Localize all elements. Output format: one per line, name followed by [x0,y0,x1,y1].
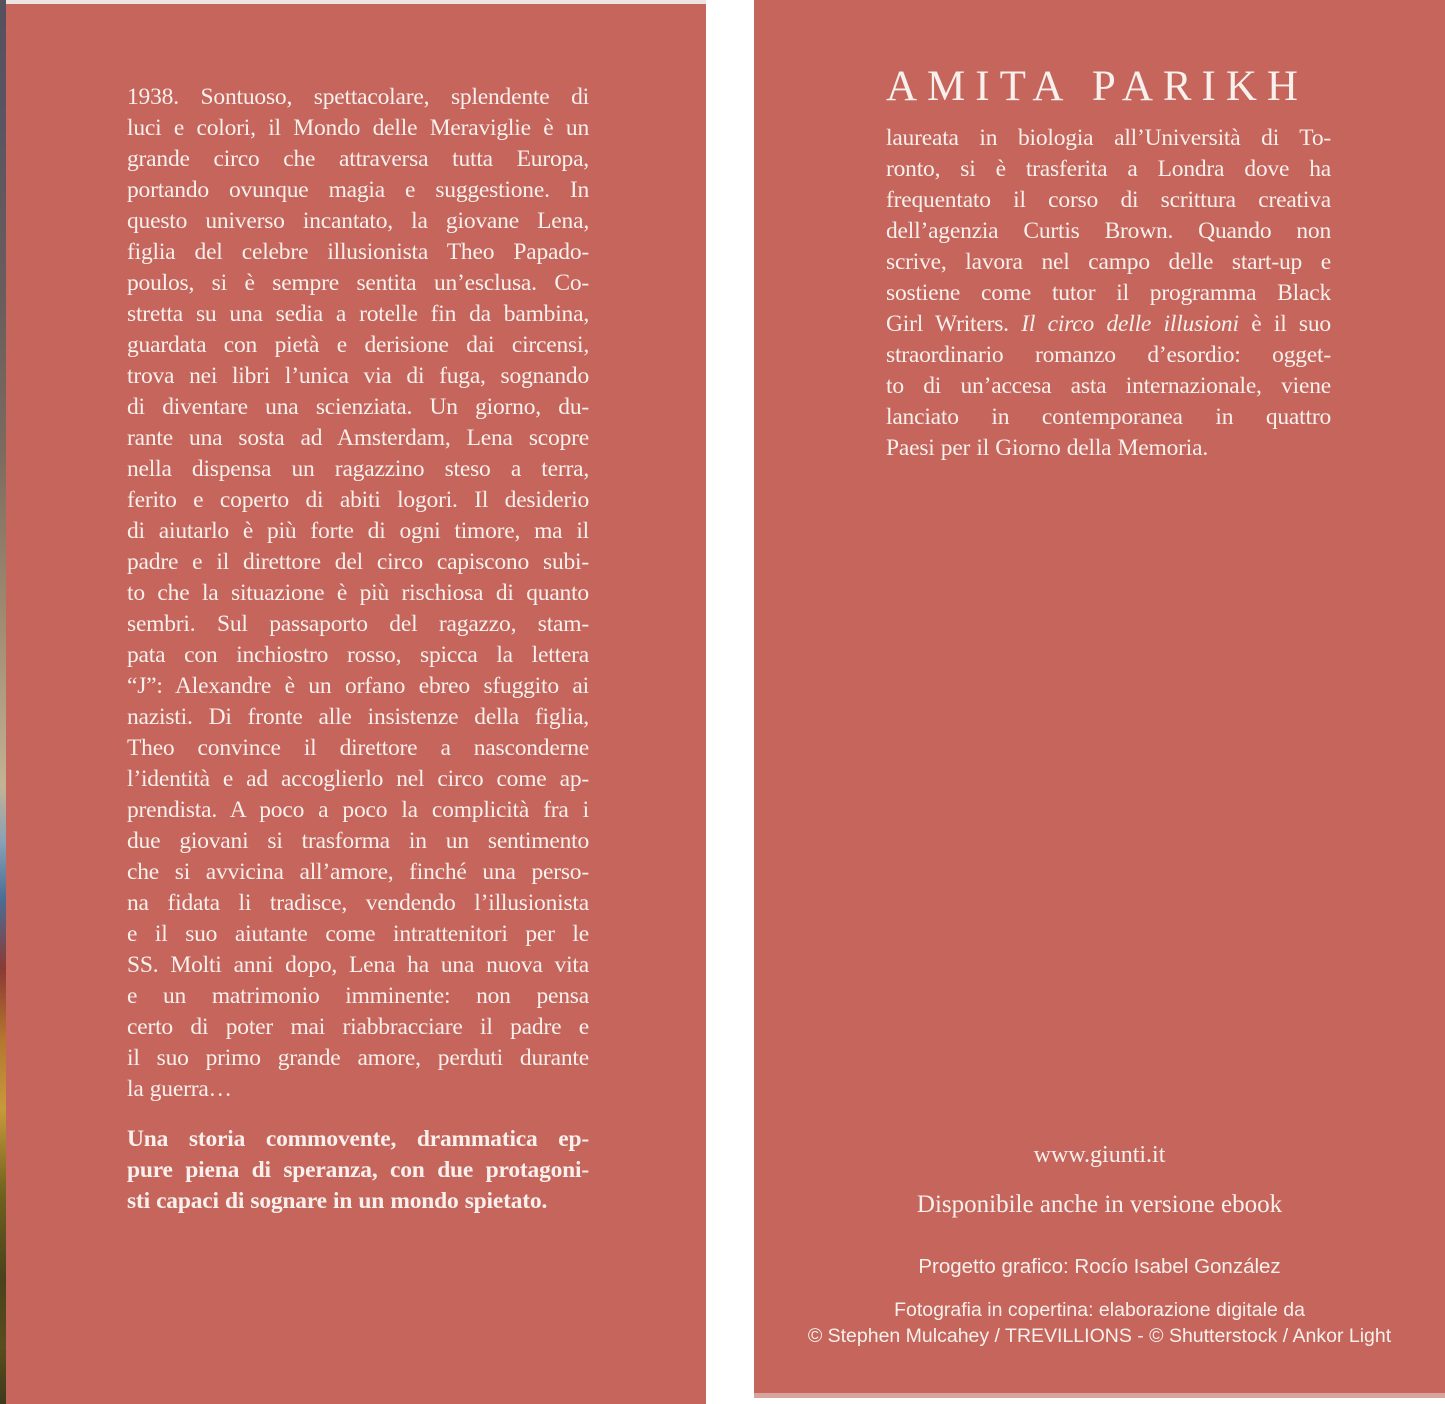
text-line: “J”: Alexandre è un orfano ebreo sfuggito ai [127,673,589,699]
text-line: rante una sosta ad Amsterdam, Lena scopre [127,425,589,451]
text-line: ronto, si è trasferita a Londra dove ha [886,156,1331,182]
author-name: AMITA PARIKH [886,63,1308,110]
synopsis-text [127,82,589,1105]
text-line: e un matrimonio imminente: non pensa [127,983,589,1009]
text-line: laureata in biologia all’Università di To- [886,125,1331,151]
text-line: straordinario romanzo d’esordio: ogget- [886,342,1331,368]
text-line: frequentato il corso di scrittura creativa [886,187,1331,213]
text-line: e il suo aiutante come intrattenitori per le [127,921,589,947]
text-line: to che la situazione è più rischiosa di quanto [127,580,589,606]
text-line: ferito e coperto di abiti logori. Il desiderio [127,487,589,513]
text-line: che si avvicina all’amore, finché una perso- [127,859,589,885]
text-line: certo di poter mai riabbracciare il padre e [127,1014,589,1040]
front-flap [6,4,706,1404]
text-line: lanciato in contemporanea in quattro [886,404,1331,430]
text-line: trova nei libri l’unica via di fuga, sognando [127,363,589,389]
highlight-text [127,1124,589,1217]
text-line: la guerra… [127,1076,232,1102]
ebook-availability-note: Disponibile anche in versione ebook [916,1191,1283,1218]
text-line: di aiutarlo è più forte di ogni timore, ma il [127,518,589,544]
text-line: stretta su una sedia a rotelle fin da bambina, [127,301,589,327]
text-line: padre e il direttore del circo capiscono subi- [127,549,589,575]
text-line: portando ovunque magia e suggestione. In [127,177,589,203]
text-line: figlia del celebre illusionista Theo Papado- [127,239,589,265]
text-line: pata con inchiostro rosso, spicca la lettera [127,642,589,668]
text-line: grande circo che attraversa tutta Europa, [127,146,589,172]
publisher-website: www.giunti.it [1033,1142,1166,1168]
text-line: SS. Molti anni dopo, Lena ha una nuova vita [127,952,589,978]
back-flap [754,0,1445,1398]
back-flap-footer [754,1140,1445,1349]
text-line: sti capaci di sognare in un mondo spietato. [127,1188,548,1214]
author-bio [886,123,1331,464]
text-line: l’identità e ad accoglierlo nel circo come ap- [127,766,589,792]
text-line: Una storia commovente, drammatica ep- [127,1126,589,1152]
text-line: to di un’accesa asta internazionale, viene [886,373,1331,399]
text-line: Paesi per il Giorno della Memoria. [886,435,1209,461]
text-line: nazisti. Di fronte alle insistenze della figlia, [127,704,589,730]
text-line: luci e colori, il Mondo delle Meraviglie è un [127,115,589,141]
text-line: 1938. Sontuoso, spettacolare, splendente di [127,84,589,110]
text-line: dell’agenzia Curtis Brown. Quando non [886,218,1331,244]
cover-photo-credit-line2: © Stephen Mulcahey / TREVILLIONS - © Shutterstock / Ankor Light [807,1325,1392,1347]
text-line: scrive, lavora nel campo delle start-up e [886,249,1331,275]
text-line: na fidata li tradisce, vendendo l’illusionista [127,890,589,916]
text-line: di diventare una scienziata. Un giorno, du- [127,394,589,420]
text-line: nella dispensa un ragazzino steso a terra, [127,456,589,482]
text-line: due giovani si trasforma in un sentimento [127,828,589,854]
graphic-design-credit: Progetto grafico: Rocío Isabel González [918,1255,1281,1278]
text-line: questo universo incantato, la giovane Lena, [127,208,589,234]
text-line: guardata con pietà e derisione dai circensi, [127,332,589,358]
text-line: sembri. Sul passaporto del ragazzo, stam- [127,611,589,637]
text-line: poulos, si è sempre sentita un’esclusa. Co- [127,270,589,296]
text-line: sostiene come tutor il programma Black [886,280,1331,306]
text-line: Girl Writers. Il circo delle illusioni è il suo [886,311,1331,337]
text-line: prendista. A poco a poco la complicità fra i [127,797,589,823]
text-line: pure piena di speranza, con due protagoni- [127,1157,589,1183]
text-line: il suo primo grande amore, perduti durante [127,1045,589,1071]
text-line: Theo convince il direttore a nasconderne [127,735,589,761]
cover-photo-credit-line1: Fotografia in copertina: elaborazione digitale da [894,1299,1305,1321]
